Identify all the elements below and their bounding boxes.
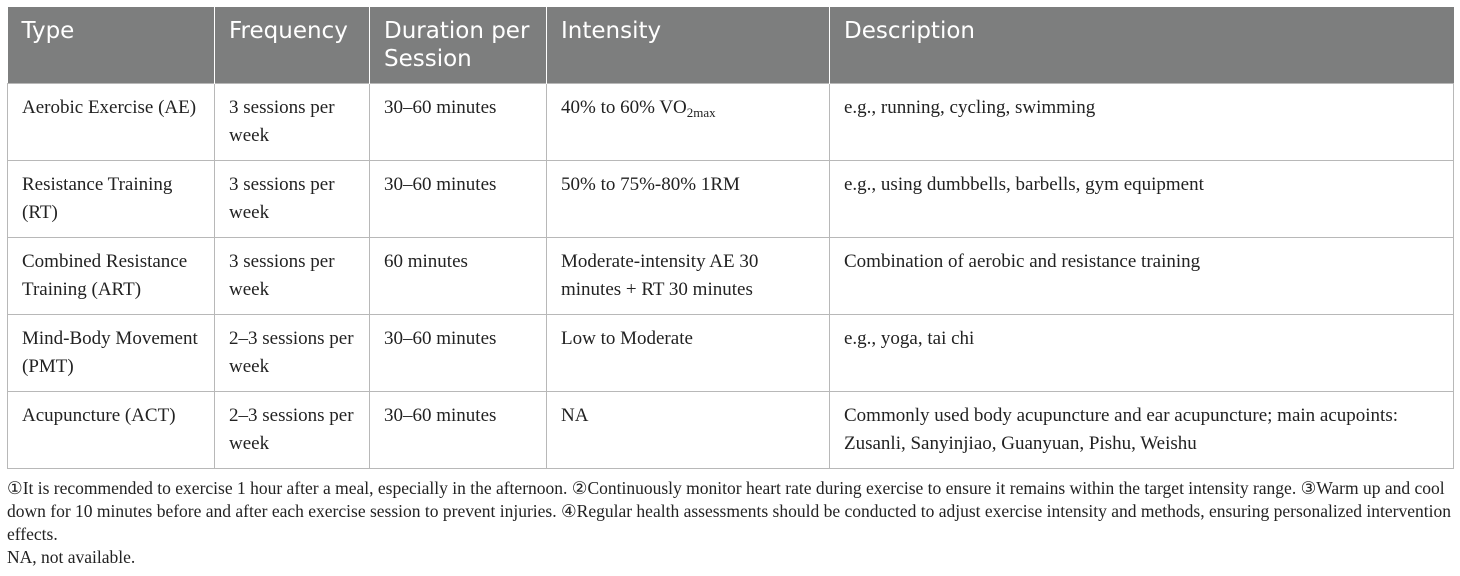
cell-frequency: 2–3 sessions per week <box>215 392 370 469</box>
table-row <box>8 84 1454 161</box>
cell-intensity: Moderate-intensity AE 30 minutes + RT 30 minutes <box>547 238 830 315</box>
cell-type: Acupuncture (ACT) <box>8 392 215 469</box>
cell-type: Resistance Training (RT) <box>8 161 215 238</box>
cell-intensity <box>547 84 830 161</box>
column-header-type: Type <box>8 7 215 84</box>
column-header-intensity: Intensity <box>547 7 830 84</box>
footnote-recommendations: ①It is recommended to exercise 1 hour after a meal, especially in the afternoon. ②Continuously monitor heart rate during exercise to ensure it remains within the target intensity range. ③Warm up and cool down for 10 minutes before and after each exercise session to prevent injuries. ④Regular health assessments should be conducted to adjust exercise intensity and methods, ensuring personalized intervention effects. <box>7 478 1451 544</box>
cell-type: Aerobic Exercise (AE) <box>8 84 215 161</box>
table-row <box>8 161 1454 238</box>
cell-type: Combined Resistance Training (ART) <box>8 238 215 315</box>
table-header-row <box>8 7 1454 84</box>
column-header-frequency: Frequency <box>215 7 370 84</box>
table-footnotes <box>7 477 1453 569</box>
cell-description: e.g., running, cycling, swimming <box>830 84 1454 161</box>
cell-intensity: Low to Moderate <box>547 315 830 392</box>
cell-type: Mind-Body Movement (PMT) <box>8 315 215 392</box>
cell-description: e.g., using dumbbells, barbells, gym equipment <box>830 161 1454 238</box>
cell-frequency: 2–3 sessions per week <box>215 315 370 392</box>
table-row <box>8 392 1454 469</box>
table-row <box>8 238 1454 315</box>
cell-intensity: 50% to 75%-80% 1RM <box>547 161 830 238</box>
cell-intensity: NA <box>547 392 830 469</box>
intensity-subscript: 2max <box>686 105 716 120</box>
cell-frequency: 3 sessions per week <box>215 161 370 238</box>
footnote-abbreviation: NA, not available. <box>7 547 136 567</box>
cell-duration: 30–60 minutes <box>370 84 547 161</box>
column-header-description: Description <box>830 7 1454 84</box>
cell-duration: 60 minutes <box>370 238 547 315</box>
cell-frequency: 3 sessions per week <box>215 84 370 161</box>
cell-duration: 30–60 minutes <box>370 315 547 392</box>
cell-duration: 30–60 minutes <box>370 161 547 238</box>
column-header-duration: Duration per Session <box>370 7 547 84</box>
table-row <box>8 315 1454 392</box>
cell-description: e.g., yoga, tai chi <box>830 315 1454 392</box>
exercise-intervention-table-container <box>7 7 1453 469</box>
cell-description: Commonly used body acupuncture and ear acupuncture; main acupoints: Zusanli, Sanyinjiao, Guanyuan, Pishu, Weishu <box>830 392 1454 469</box>
cell-duration: 30–60 minutes <box>370 392 547 469</box>
cell-description: Combination of aerobic and resistance training <box>830 238 1454 315</box>
exercise-intervention-table <box>7 7 1454 469</box>
intensity-text: 40% to 60% VO <box>561 97 687 118</box>
cell-frequency: 3 sessions per week <box>215 238 370 315</box>
